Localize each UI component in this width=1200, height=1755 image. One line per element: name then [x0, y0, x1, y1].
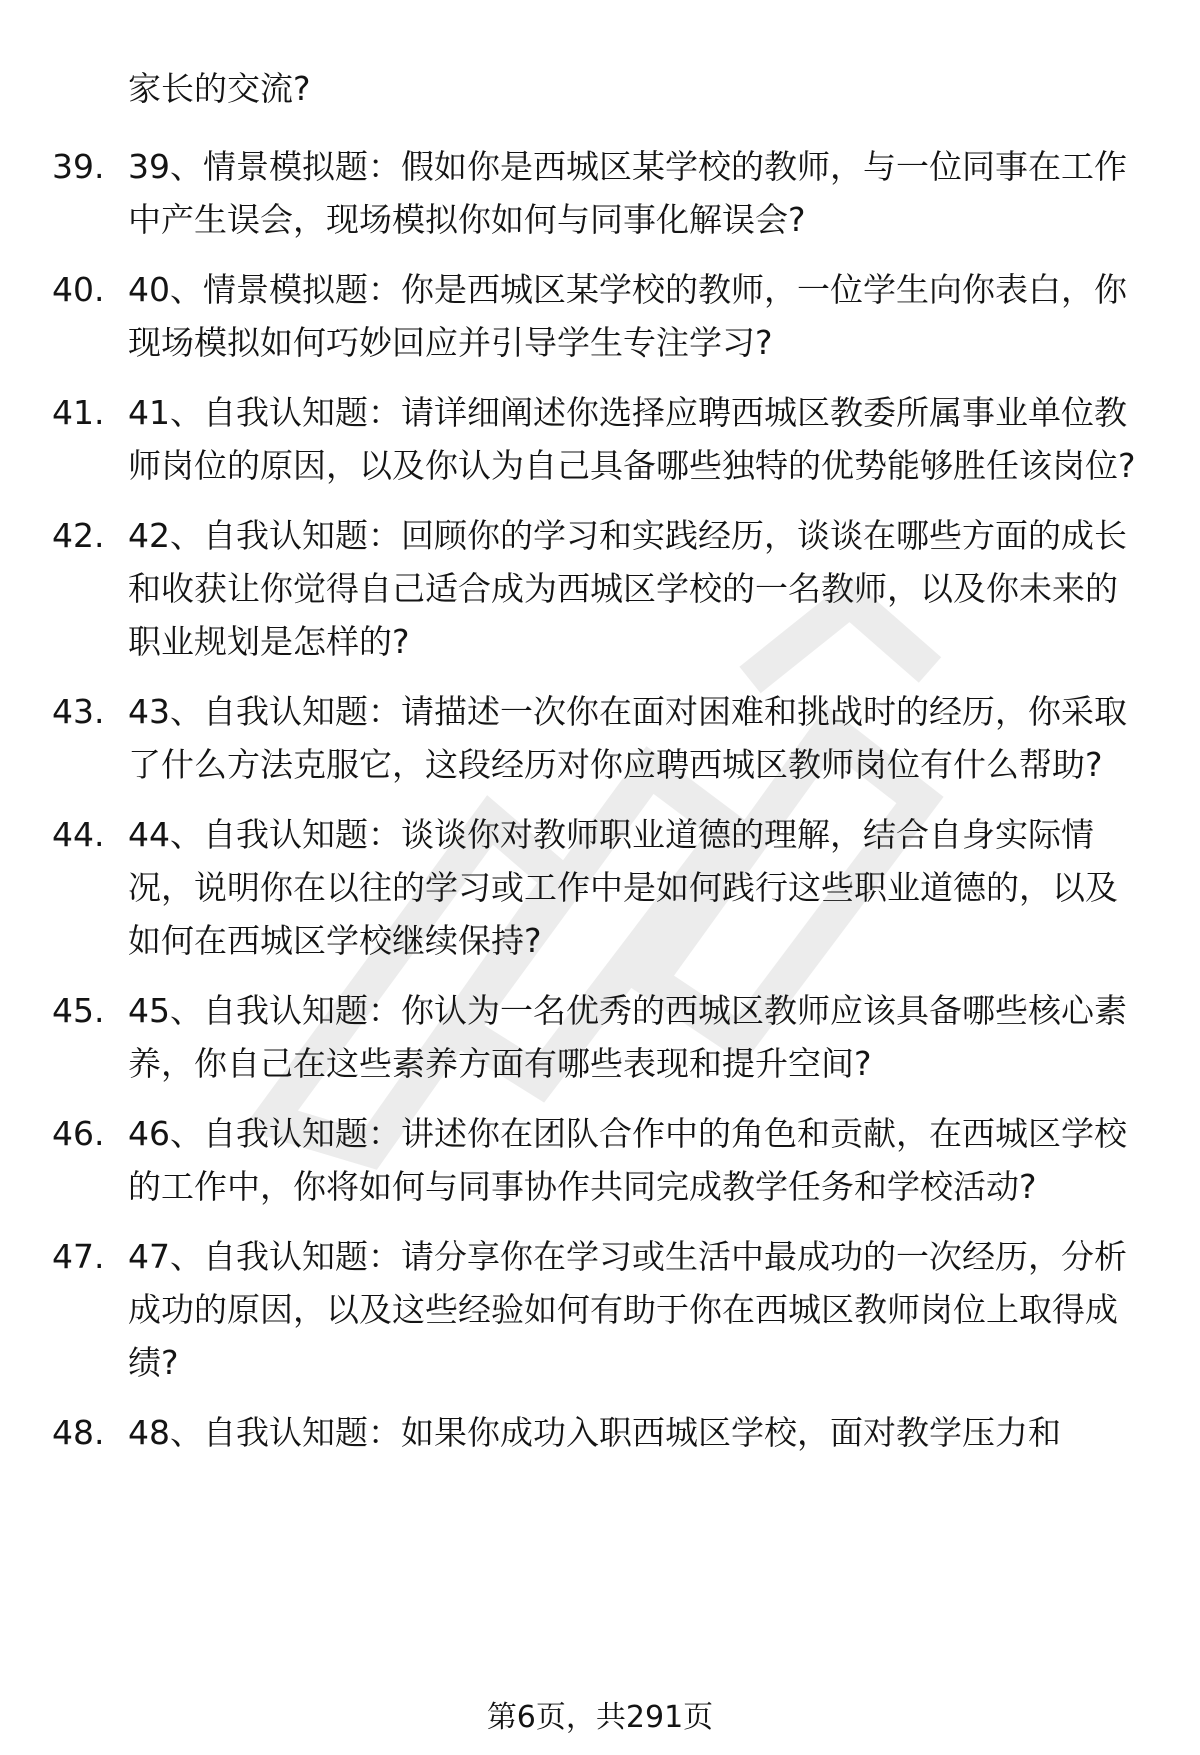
page-footer: 第6页，共291页	[486, 1700, 714, 1735]
list-item	[0, 263, 1200, 369]
list-number: 43.	[52, 692, 105, 731]
list-item	[0, 1406, 1200, 1459]
list-item	[0, 984, 1200, 1090]
question-text: 43、自我认知题：请描述一次你在面对困难和挑战时的经历，你采取了什么方法克服它，这段经历对你应聘西城区教师岗位有什么帮助?	[128, 692, 1127, 784]
list-number: 40.	[52, 270, 105, 309]
list-item	[0, 1107, 1200, 1213]
list-number: 46.	[52, 1114, 105, 1153]
question-text: 40、情景模拟题：你是西城区某学校的教师，一位学生向你表白，你现场模拟如何巧妙回应并引导学生专注学习?	[128, 270, 1127, 362]
question-text: 44、自我认知题：谈谈你对教师职业道德的理解，结合自身实际情况，说明你在以往的学习或工作中是如何践行这些职业道德的，以及如何在西城区学校继续保持?	[128, 815, 1118, 960]
list-number: 47.	[52, 1237, 105, 1276]
continuation-text: 家长的交流?	[128, 69, 311, 108]
question-text: 45、自我认知题：你认为一名优秀的西城区教师应该具备哪些核心素养，你自己在这些素养方面有哪些表现和提升空间?	[128, 991, 1127, 1083]
list-item	[0, 1230, 1200, 1389]
question-text: 46、自我认知题：讲述你在团队合作中的角色和贡献，在西城区学校的工作中，你将如何与同事协作共同完成教学任务和学校活动?	[128, 1114, 1127, 1206]
question-text: 48、自我认知题：如果你成功入职西城区学校，面对教学压力和	[128, 1413, 1061, 1452]
question-list	[0, 140, 1200, 1476]
question-text: 42、自我认知题：回顾你的学习和实践经历，谈谈在哪些方面的成长和收获让你觉得自己适合成为西城区学校的一名教师，以及你未来的职业规划是怎样的?	[128, 516, 1127, 661]
list-item	[0, 808, 1200, 967]
list-item	[0, 509, 1200, 668]
list-number: 48.	[52, 1413, 105, 1452]
list-item	[0, 386, 1200, 492]
question-text: 39、情景模拟题：假如你是西城区某学校的教师，与一位同事在工作中产生误会，现场模拟你如何与同事化解误会?	[128, 147, 1127, 239]
list-item	[0, 140, 1200, 246]
list-number: 42.	[52, 516, 105, 555]
list-item	[0, 685, 1200, 791]
question-text: 47、自我认知题：请分享你在学习或生活中最成功的一次经历，分析成功的原因，以及这些经验如何有助于你在西城区教师岗位上取得成绩?	[128, 1237, 1127, 1382]
question-text: 41、自我认知题：请详细阐述你选择应聘西城区教委所属事业单位教师岗位的原因，以及你认为自己具备哪些独特的优势能够胜任该岗位?	[128, 393, 1136, 485]
list-number: 41.	[52, 393, 105, 432]
list-number: 45.	[52, 991, 105, 1030]
list-number: 44.	[52, 815, 105, 854]
list-number: 39.	[52, 147, 105, 186]
